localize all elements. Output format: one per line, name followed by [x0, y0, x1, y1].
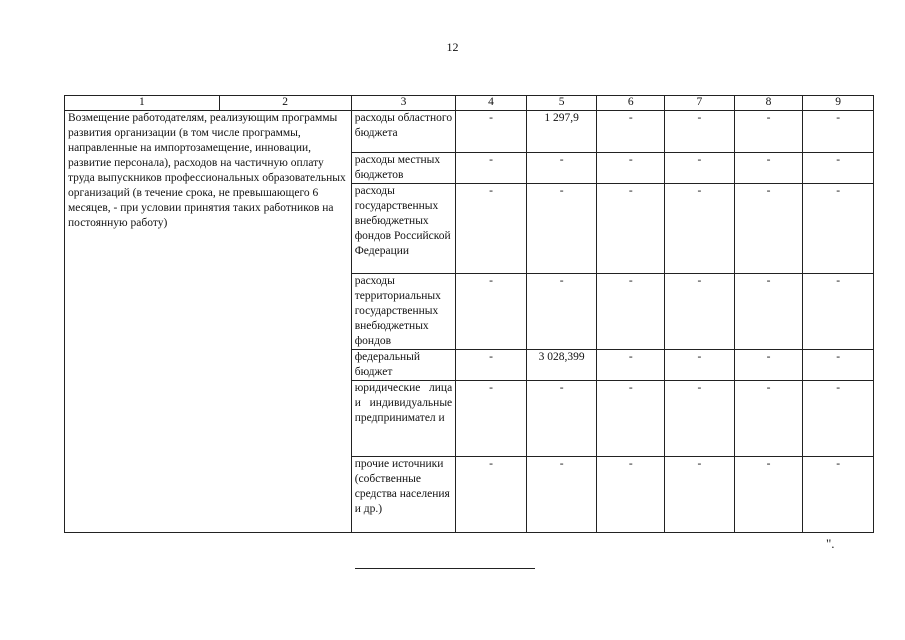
funding-source: прочие источники (собственные средства населения и др.)	[351, 457, 455, 533]
column-header: 7	[665, 96, 735, 111]
column-header: 8	[734, 96, 803, 111]
table-cell: -	[597, 184, 665, 274]
column-header: 3	[351, 96, 455, 111]
table-cell: -	[597, 457, 665, 533]
measure-description: Возмещение работодателям, реализующим программы развития организации (в том числе программы, направленные на импортозамещение, инновации, развитие персонала), расходов на частичную оплату труда выпускников профессиональных образовательных организаций (в течение срока, не превышающего 6 месяцев, - при условии принятия таких работников на постоянную работу)	[65, 111, 352, 533]
table-cell: -	[665, 457, 735, 533]
table-cell: -	[734, 457, 803, 533]
table-cell: -	[456, 457, 527, 533]
table-cell: -	[526, 457, 597, 533]
funding-source: расходы государственных внебюджетных фондов Российской Федерации	[351, 184, 455, 274]
funding-source: юридические лица и индивидуальные предпринимател и	[351, 381, 455, 457]
table-cell: -	[526, 153, 597, 184]
funding-source: федеральный бюджет	[351, 350, 455, 381]
table-cell: -	[803, 111, 874, 153]
table-cell: -	[665, 350, 735, 381]
footer-divider	[355, 568, 535, 569]
table-cell: 1 297,9	[526, 111, 597, 153]
header-row	[65, 96, 874, 111]
table-cell: -	[803, 381, 874, 457]
table-cell: -	[665, 274, 735, 350]
table-cell: -	[803, 274, 874, 350]
table-cell: -	[597, 111, 665, 153]
table-cell: -	[456, 153, 527, 184]
table-cell: -	[734, 111, 803, 153]
table-cell: -	[597, 381, 665, 457]
table-cell: -	[665, 381, 735, 457]
table-cell: -	[526, 274, 597, 350]
table-cell: -	[665, 111, 735, 153]
table-cell: -	[734, 153, 803, 184]
table-cell: -	[803, 457, 874, 533]
table-cell: -	[597, 350, 665, 381]
column-header: 4	[456, 96, 527, 111]
table-row	[65, 111, 874, 153]
table-cell: -	[526, 184, 597, 274]
table-cell: -	[597, 153, 665, 184]
column-header: 1	[65, 96, 220, 111]
table-cell: -	[526, 381, 597, 457]
table-cell: -	[456, 274, 527, 350]
funding-table	[64, 95, 874, 533]
table-cell: -	[803, 153, 874, 184]
table-cell: -	[803, 350, 874, 381]
column-header: 2	[219, 96, 351, 111]
table-cell: -	[734, 274, 803, 350]
closing-quote: ".	[826, 536, 835, 551]
table-cell: -	[734, 350, 803, 381]
table-cell: -	[456, 381, 527, 457]
funding-source: расходы территориальных государственных внебюджетных фондов	[351, 274, 455, 350]
column-header: 6	[597, 96, 665, 111]
table-cell: -	[734, 184, 803, 274]
table-cell: -	[665, 184, 735, 274]
table-cell: 3 028,399	[526, 350, 597, 381]
table-cell: -	[734, 381, 803, 457]
funding-source: расходы областного бюджета	[351, 111, 455, 153]
column-header: 5	[526, 96, 597, 111]
table-cell: -	[456, 184, 527, 274]
funding-source: расходы местных бюджетов	[351, 153, 455, 184]
table-cell: -	[456, 350, 527, 381]
table-cell: -	[597, 274, 665, 350]
table-cell: -	[665, 153, 735, 184]
table-cell: -	[456, 111, 527, 153]
table-cell: -	[803, 184, 874, 274]
column-header: 9	[803, 96, 874, 111]
page-number: 12	[446, 40, 459, 54]
